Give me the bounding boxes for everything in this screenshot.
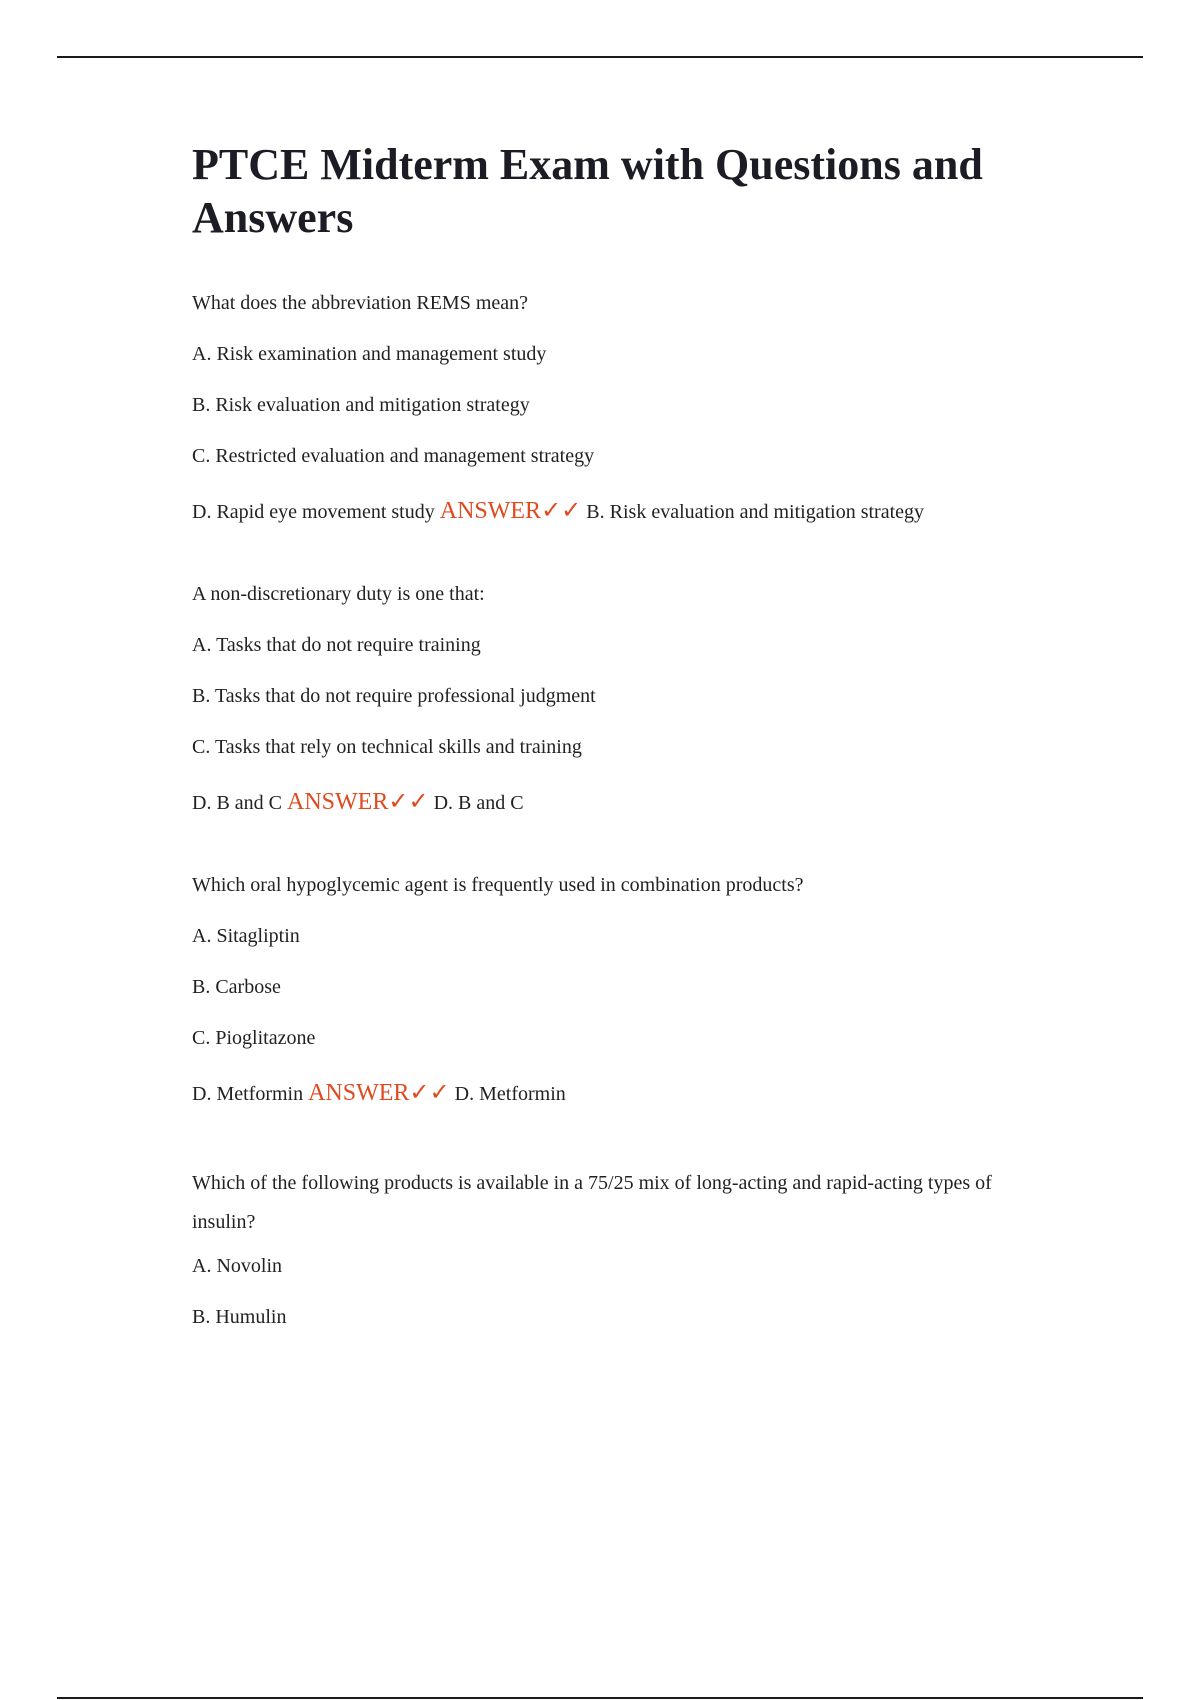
answer-text: D. Metformin: [454, 1083, 566, 1105]
answer-label: ANSWER✓✓: [308, 1080, 450, 1106]
option-c: C. Restricted evaluation and management strategy: [192, 445, 595, 467]
answer-label: ANSWER✓✓: [287, 789, 429, 815]
option-b: B. Tasks that do not require professional judgment: [192, 685, 596, 707]
option-d-with-answer: [192, 1077, 1052, 1110]
top-rule: [57, 56, 1143, 58]
question-2: [192, 582, 1052, 819]
question-1: [192, 291, 1052, 528]
answer-text: B. Risk evaluation and mitigation strategy: [586, 501, 925, 523]
document-page: [192, 138, 1052, 1384]
option-d: D. Metformin: [192, 1083, 304, 1105]
option-a: A. Tasks that do not require training: [192, 634, 481, 656]
option-b: B. Humulin: [192, 1306, 287, 1328]
option-a: A. Novolin: [192, 1255, 282, 1277]
question-list: [192, 291, 1052, 1330]
option-a: A. Sitagliptin: [192, 925, 300, 947]
question-prompt: Which of the following products is available in a 75/25 mix of long-acting and rapid-acting types of insulin?: [192, 1172, 992, 1233]
question-prompt: Which oral hypoglycemic agent is frequently used in combination products?: [192, 874, 804, 896]
bottom-rule: [57, 1697, 1143, 1699]
option-d: D. B and C: [192, 792, 282, 814]
option-b: B. Carbose: [192, 976, 281, 998]
question-prompt: A non-discretionary duty is one that:: [192, 583, 485, 605]
option-a: A. Risk examination and management study: [192, 343, 547, 365]
answer-text: D. B and C: [433, 792, 524, 814]
option-b: B. Risk evaluation and mitigation strategy: [192, 394, 530, 416]
option-c: C. Tasks that rely on technical skills and training: [192, 736, 582, 758]
answer-label: ANSWER✓✓: [439, 498, 582, 524]
question-3: [192, 873, 1052, 1110]
question-prompt: What does the abbreviation REMS mean?: [192, 292, 529, 314]
option-c: C. Pioglitazone: [192, 1027, 316, 1049]
document-title: PTCE Midterm Exam with Questions and Answers: [192, 140, 983, 242]
question-4: [192, 1164, 1052, 1330]
option-d-with-answer: [192, 786, 1052, 819]
option-d-with-answer: [192, 495, 1052, 528]
option-d: D. Rapid eye movement study: [192, 501, 435, 523]
